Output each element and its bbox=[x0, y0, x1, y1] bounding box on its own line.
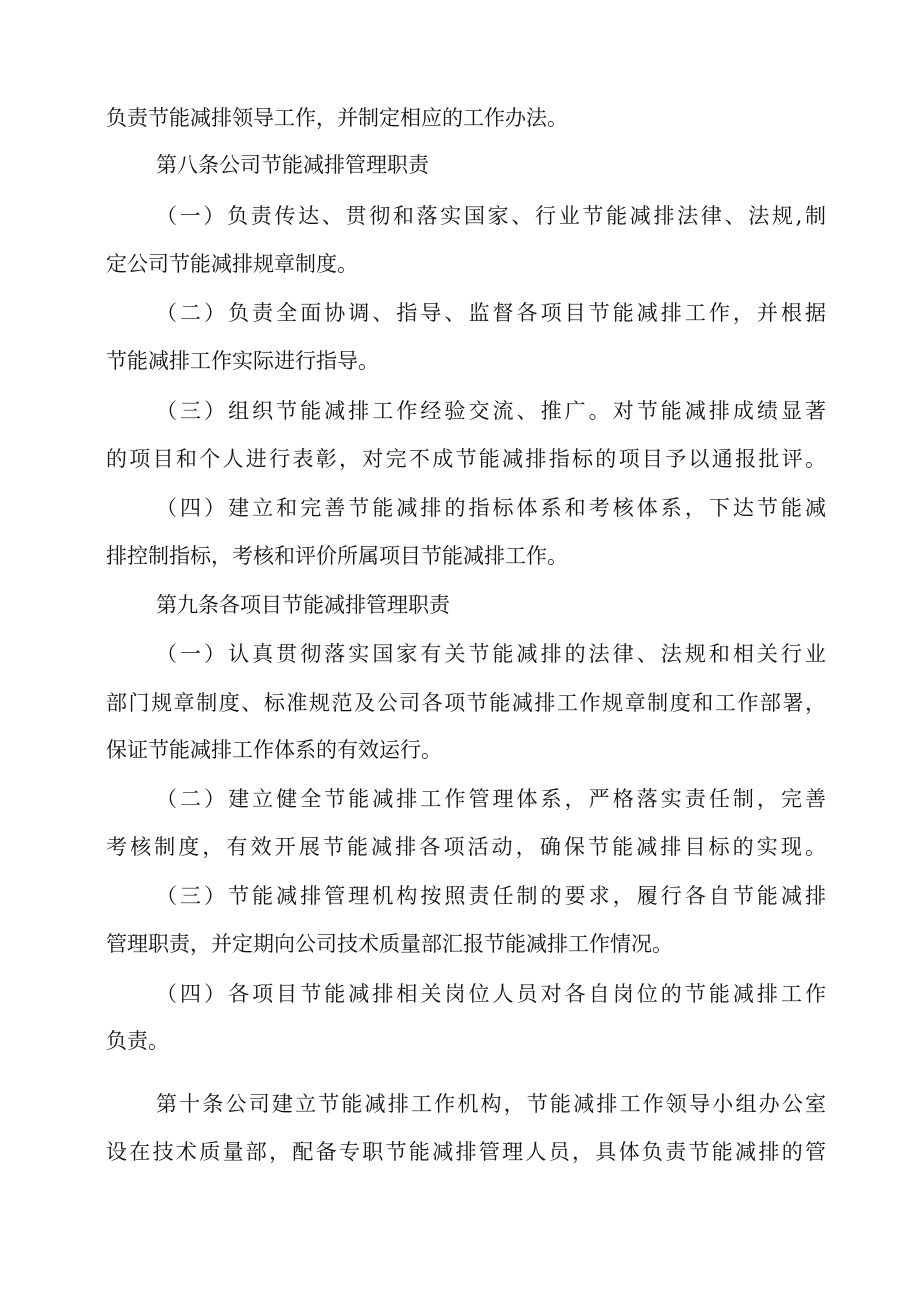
text-line: （二）建立健全节能减排工作管理体系，严格落实责任制，完善 bbox=[156, 787, 826, 811]
text-line: 第十条公司建立节能减排工作机构，节能减排工作领导小组办公室 bbox=[156, 1092, 826, 1116]
text-line: 考核制度，有效开展节能减排各项活动，确保节能减排目标的实现。 bbox=[106, 835, 826, 859]
article-heading: 第九条各项目节能减排管理职责 bbox=[156, 593, 450, 617]
text-line: 负责。 bbox=[106, 1029, 169, 1053]
text-line: （四）建立和完善节能减排的指标体系和考核体系，下达节能减 bbox=[156, 496, 826, 520]
text-line: （三）节能减排管理机构按照责任制的要求，履行各自节能减排 bbox=[156, 884, 826, 908]
text-line: 排控制指标，考核和评价所属项目节能减排工作。 bbox=[106, 544, 568, 568]
text-line: 定公司节能减排规章制度。 bbox=[106, 252, 358, 276]
text-line: 节能减排工作实际进行指导。 bbox=[106, 349, 379, 373]
text-line: 的项目和个人进行表彰，对完不成节能减排指标的项目予以通报批评。 bbox=[106, 447, 826, 471]
text-line: （三）组织节能减排工作经验交流、推广。对节能减排成绩显著 bbox=[156, 399, 826, 423]
text-line: 保证节能减排工作体系的有效运行。 bbox=[106, 738, 442, 762]
text-line: 部门规章制度、标准规范及公司各项节能减排工作规章制度和工作部署， bbox=[106, 691, 826, 715]
text-line: （一）负责传达、贯彻和落实国家、行业节能减排法律、法规,制 bbox=[156, 204, 826, 228]
text-line: （二）负责全面协调、指导、监督各项目节能减排工作，并根据 bbox=[156, 301, 826, 325]
text-line: 设在技术质量部，配备专职节能减排管理人员，具体负责节能减排的管 bbox=[106, 1140, 826, 1164]
text-line: （一）认真贯彻落实国家有关节能减排的法律、法规和相关行业 bbox=[156, 642, 826, 666]
text-line: 管理职责，并定期向公司技术质量部汇报节能减排工作情况。 bbox=[106, 932, 673, 956]
article-heading: 第八条公司节能减排管理职责 bbox=[156, 153, 429, 177]
text-line: 负责节能减排领导工作，并制定相应的工作办法。 bbox=[106, 106, 568, 130]
text-line: （四）各项目节能减排相关岗位人员对各自岗位的节能减排工作 bbox=[156, 982, 826, 1006]
